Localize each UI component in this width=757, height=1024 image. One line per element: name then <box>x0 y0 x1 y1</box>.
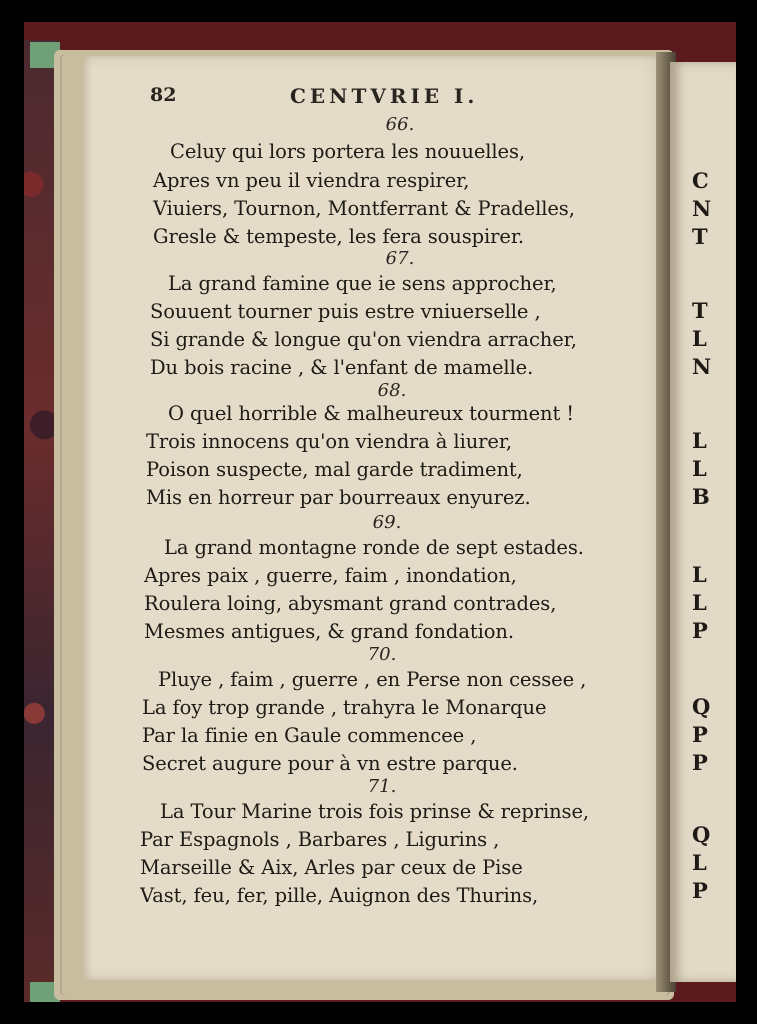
verse-line: La Tour Marine trois fois prinse & reprinse, <box>160 800 589 823</box>
facing-page-letter: N <box>692 196 712 221</box>
verse-line: Roulera loing, abysmant grand contrades, <box>144 592 557 615</box>
page-number: 82 <box>150 84 177 106</box>
page-header <box>150 80 590 110</box>
verse-line: Par Espagnols , Barbares , Ligurins , <box>140 828 500 851</box>
verse-line: Gresle & tempeste, les fera souspirer. <box>153 225 525 248</box>
verse-line: Mesmes antigues, & grand fondation. <box>144 620 514 643</box>
stanza-number: 70. <box>367 644 397 665</box>
facing-page-letter: L <box>692 590 707 615</box>
facing-page-letter: N <box>692 354 712 379</box>
facing-page-letter: P <box>692 750 708 775</box>
verse-line: Apres vn peu il viendra respirer, <box>153 169 470 192</box>
verse-line: Poison suspecte, mal garde tradiment, <box>146 458 523 481</box>
facing-page-letter: L <box>692 456 707 481</box>
verse-line: Pluye , faim , guerre , en Perse non cessee , <box>158 668 587 691</box>
verse-line: Secret augure pour à vn estre parque. <box>142 752 518 775</box>
facing-page-letter: P <box>692 618 708 643</box>
stanza-number: 66. <box>385 114 415 135</box>
facing-page-letter: L <box>692 326 707 351</box>
verse-line: Vast, feu, fer, pille, Auignon des Thurins, <box>140 884 539 907</box>
verse-line: Si grande & longue qu'on viendra arracher, <box>150 328 577 351</box>
verse-line: Du bois racine , & l'enfant de mamelle. <box>150 356 534 379</box>
stanza-number: 68. <box>377 380 407 401</box>
facing-page-letter: B <box>692 484 710 509</box>
facing-page-letter: L <box>692 850 707 875</box>
facing-page-letter: Q <box>692 822 711 847</box>
facing-page-letter: L <box>692 428 707 453</box>
verse-line: Par la finie en Gaule commencee , <box>142 724 477 747</box>
verse-line: La grand famine que ie sens approcher, <box>168 272 557 295</box>
verse-line: Celuy qui lors portera les nouuelles, <box>170 140 525 163</box>
stanza-number: 69. <box>372 512 402 533</box>
verse-line: La foy trop grande , trahyra le Monarque <box>142 696 547 719</box>
verse-line: Trois innocens qu'on viendra à liurer, <box>146 430 513 453</box>
facing-page-letter: C <box>692 168 709 193</box>
verse-line: Marseille & Aix, Arles par ceux de Pise <box>140 856 523 879</box>
facing-page-letter: P <box>692 722 708 747</box>
facing-page-letter: P <box>692 878 708 903</box>
marbled-cover-edge <box>24 40 58 1002</box>
facing-page-letter: T <box>692 298 708 323</box>
verse-line: Mis en horreur par bourreaux enyurez. <box>146 486 531 509</box>
stanza-number: 67. <box>385 248 415 269</box>
verse-line: Viuiers, Tournon, Montferrant & Pradelles, <box>153 197 575 220</box>
facing-page-letter: L <box>692 562 707 587</box>
facing-page-letter: T <box>692 224 708 249</box>
stanza-number: 71. <box>367 776 397 797</box>
verse-line: O quel horrible & malheureux tourment ! <box>168 402 575 425</box>
facing-page-letter: Q <box>692 694 711 719</box>
running-head: CENTVRIE I. <box>290 84 479 108</box>
verse-line: La grand montagne ronde de sept estades. <box>164 536 584 559</box>
verse-line: Apres paix , guerre, faim , inondation, <box>144 564 517 587</box>
verse-line: Souuent tourner puis estre vniuerselle , <box>150 300 541 323</box>
